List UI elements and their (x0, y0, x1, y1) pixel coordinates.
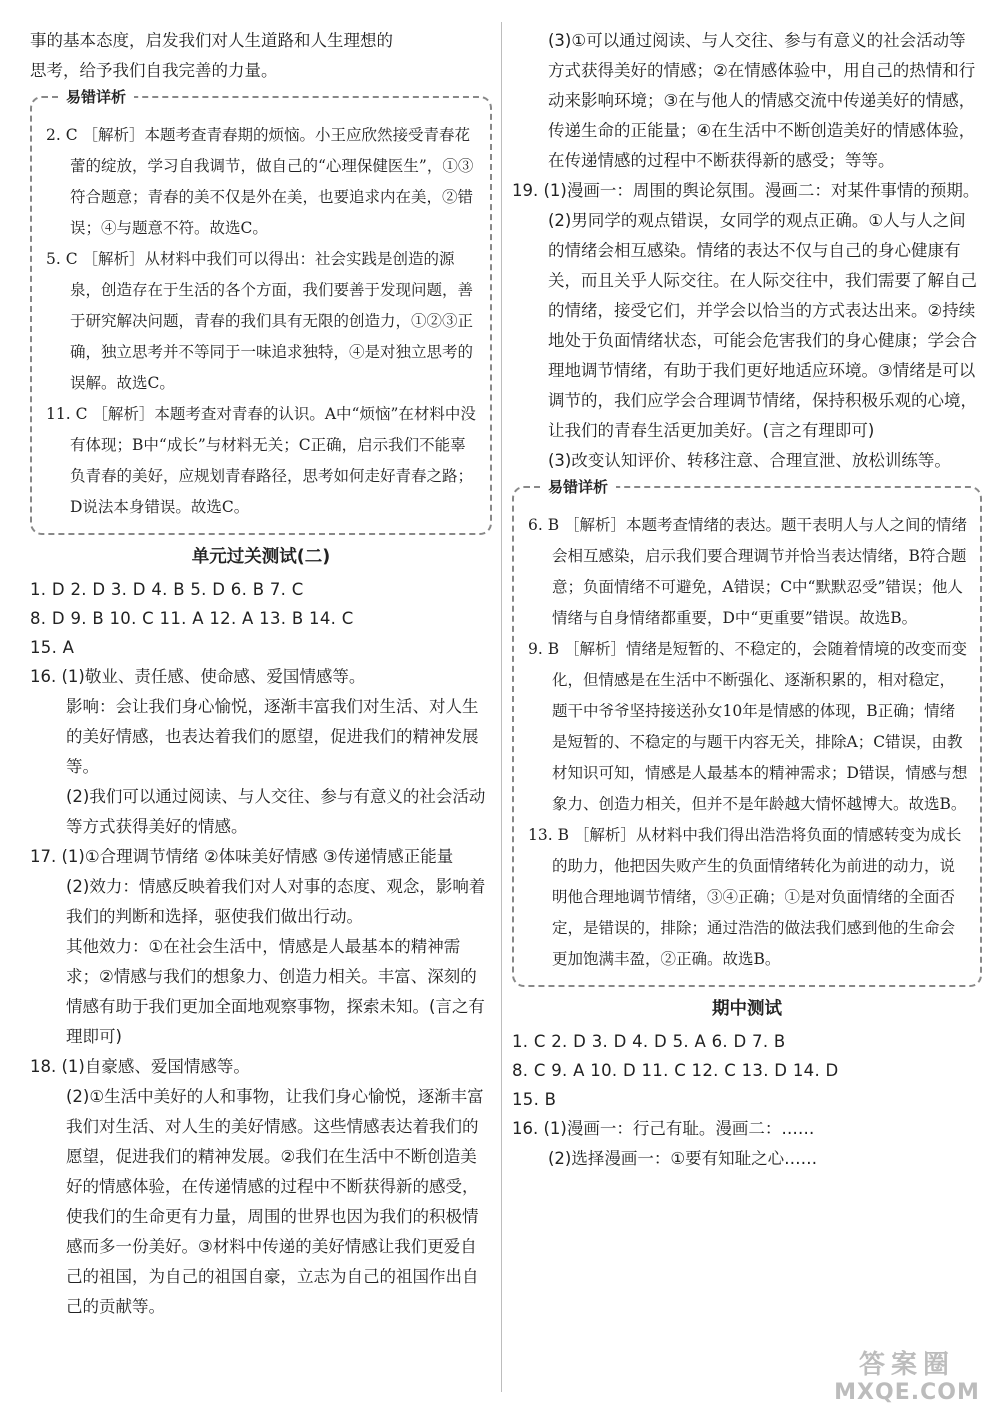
q16-part-1: 16. (1)敬业、责任感、使命感、爱国情感等。 (30, 667, 366, 686)
error-analysis-box-2 (512, 478, 982, 987)
intro-line-2: 思考，给予我们自我完善的力量。 (30, 61, 278, 80)
error-analysis-title: 易错详析 (540, 476, 616, 498)
q18-part-2: (2)①生活中美好的人和事物，让我们身心愉悦，逐渐丰富我们对生活、对人生的美好情感。这些情感表达着我们的愿望，促进我们的精神发展。②我们在生活中不断创造美好的情感体验，在传递情感的过程中不断获得新的感受，使我们的生命更有力量，周围的世界也因为我们的积极情感而多一份美好。③材料中传递的美好情感让我们更爱自己的祖国，为自己的祖国自豪，立志为自己的祖国作出自己的贡献等。 (66, 1087, 484, 1316)
analysis-item-9: 9. B ［解析］情绪是短暂的、不稳定的，会随着情境的改变而变化，但情感是在生活中不断强化、逐渐积累的，相对稳定，题干中爷爷坚持接送孙女10年是情感的体现，B正确；情绪是短暂的、不稳定的与题干内容无关，排除A；C错误，由教材知识可知，情感是人最基本的精神需求；D错误，情感与想象力、创造力相关，但并不是年龄越大情怀越博大。故选B。 (528, 640, 968, 813)
site-watermark (822, 1350, 992, 1412)
q17-part-1: 17. (1)①合理调节情绪 ②体味美好情感 ③传递情感正能量 (30, 847, 454, 866)
error-analysis-box-1 (30, 88, 492, 535)
analysis-item-13: 13. B ［解析］从材料中我们得出浩浩将负面的情感转变为成长的助力，他把因失败产生的负面情绪转化为前进的动力，说明他合理地调节情绪，③④正确；①是对负面情绪的全面否定，是错误的，排除；通过浩浩的做法我们感到他的生命会更加饱满丰盈，②正确。故选B。 (528, 826, 962, 968)
analysis-item-6: 6. B ［解析］本题考查情绪的表达。题干表明人与人之间的情绪会相互感染，启示我们要合理调节并恰当表达情绪，B符合题意；负面情绪不可避免，A错误；C中“默默忍受”错误；他人情绪与自身情绪都重要，D中“更重要”错误。故选B。 (528, 516, 968, 627)
section-title-midterm: 期中测试 (712, 999, 782, 1019)
analysis-item-2: 2. C ［解析］本题考查青春期的烦恼。小王应欣然接受青春花蕾的绽放，学习自我调节，做自己的“心理保健医生”，①③符合题意；青春的美不仅是外在美，也要追求内在美，②错误；④与题意不符。故选C。 (46, 126, 474, 237)
watermark-url: MXQE.COM (834, 1380, 980, 1405)
q17-other: 其他效力：①在社会生活中，情感是人最基本的精神需求；②情感与我们的想象力、创造力相关。丰富、深刻的情感有助于我们更加全面地观察事物，探索未知。(言之有理即可) (66, 937, 485, 1046)
midterm-answer-key (512, 1027, 982, 1114)
answer-line-3: 15. B (512, 1090, 557, 1109)
q19-part-1: 19. (1)漫画一：周围的舆论氛围。漫画二：对某件事情的预期。 (512, 181, 980, 200)
right-column (512, 26, 982, 1174)
answer-key (30, 575, 492, 662)
answer-line-2: 8. D 9. B 10. C 11. A 12. A 13. B 14. C (30, 609, 354, 628)
q19-part-3: (3)改变认知评价、转移注意、合理宣泄、放松训练等。 (548, 451, 951, 470)
midterm-q16-part-1: 16. (1)漫画一：行己有耻。漫画二：…… (512, 1119, 815, 1138)
watermark-logo-text: 答案圈 (858, 1350, 955, 1380)
analysis-item-11: 11. C ［解析］本题考查对青春的认识。A中“烦恼”在材料中没有体现；B中“成长”与材料无关；C正确，启示我们不能辜负青春的美好，应规划青春路径，思考如何走好青春之路；D说法本身错误。故选C。 (46, 405, 476, 516)
q16-impact: 影响：会让我们身心愉悦，逐渐丰富我们对生活、对人生的美好情感，也表达着我们的愿望，促进我们的精神发展等。 (66, 697, 479, 776)
answer-line-1: 1. D 2. D 3. D 4. B 5. D 6. B 7. C (30, 580, 304, 599)
error-analysis-title: 易错详析 (58, 86, 134, 108)
answer-line-1: 1. C 2. D 3. D 4. D 5. A 6. D 7. B (512, 1032, 786, 1051)
analysis-item-5: 5. C ［解析］从材料中我们可以得出：社会实践是创造的源泉，创造存在于生活的各个方面，我们要善于发现问题，善于研究解决问题，青春的我们具有无限的创造力，①②③正确，独立思考并不等同于一味追求独特，④是对独立思考的误解。故选C。 (46, 250, 474, 392)
q16-part-2: (2)我们可以通过阅读、与人交往、参与有意义的社会活动等方式获得美好的情感。 (66, 787, 486, 836)
q18-part-3: (3)①可以通过阅读、与人交往、参与有意义的社会活动等方式获得美好的情感；②在情感体验中，用自己的热情和行动来影响环境；③在与他人的情感交流中传递美好的情感，传递生命的正能量；④在生活中不断创造美好的情感体验，在传递情感的过程中不断获得新的感受；等等。 (548, 31, 976, 170)
intro-line-1: 事的基本态度，启发我们对人生道路和人生理想的 (30, 31, 393, 50)
q18-part-1: 18. (1)自豪感、爱国情感等。 (30, 1057, 250, 1076)
midterm-q16-part-2: (2)选择漫画一：①要有知耻之心…… (548, 1149, 818, 1168)
column-divider (501, 22, 502, 1392)
answer-line-2: 8. C 9. A 10. D 11. C 12. C 13. D 14. D (512, 1061, 839, 1080)
left-column (30, 26, 492, 1322)
answer-line-3: 15. A (30, 638, 75, 657)
q17-part-2: (2)效力：情感反映着我们对人对事的态度、观念，影响着我们的判断和选择，驱使我们做出行动。 (66, 877, 486, 926)
q19-part-2: (2)男同学的观点错误，女同学的观点正确。①人与人之间的情绪会相互感染。情绪的表达不仅与自己的身心健康有关，而且关乎人际交往。在人际交往中，我们需要了解自己的情绪，接受它们，并学会以恰当的方式表达出来。②持续地处于负面情绪状态，可能会危害我们的身心健康；学会合理地调节情绪，有助于我们更好地适应环境。③情绪是可以调节的，我们应学会合理调节情绪，保持积极乐观的心境，让我们的青春生活更加美好。(言之有理即可) (548, 211, 977, 440)
section-title-unit-test-2: 单元过关测试(二) (191, 547, 331, 567)
